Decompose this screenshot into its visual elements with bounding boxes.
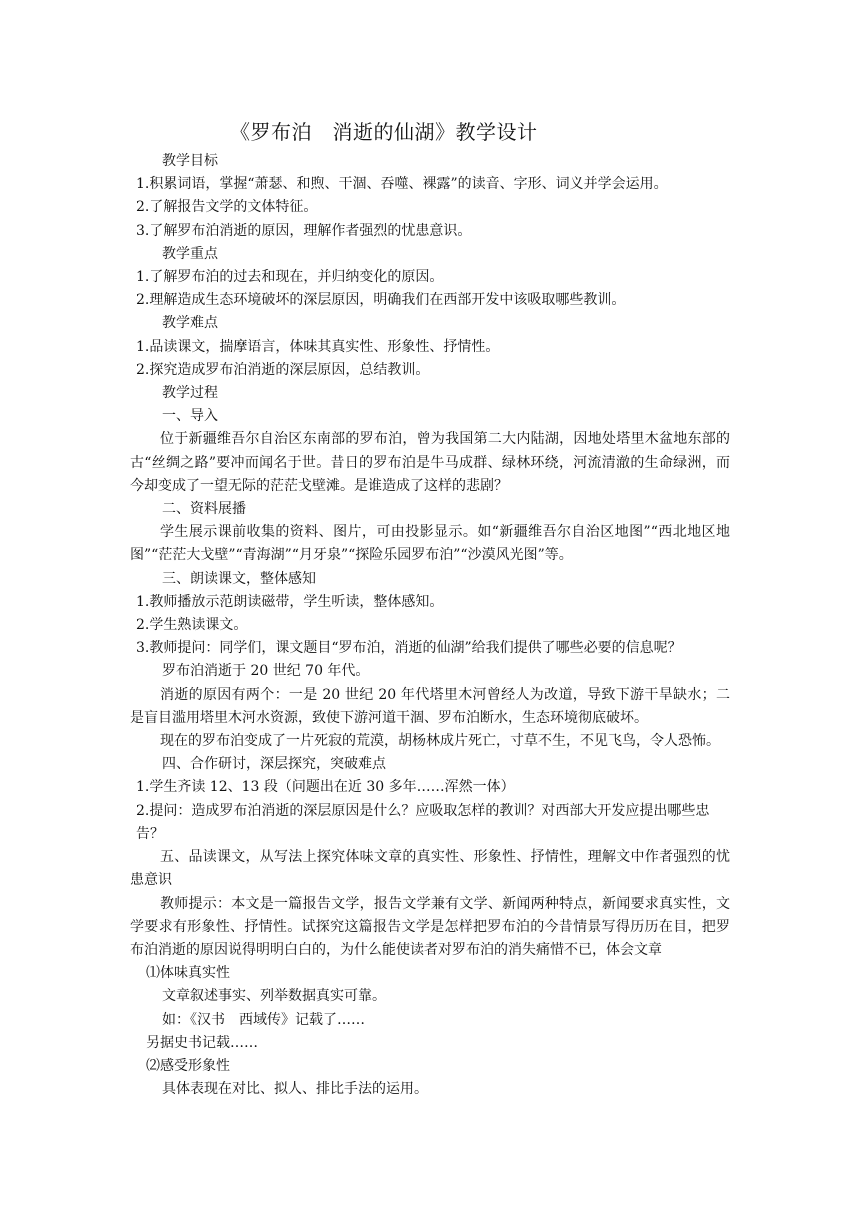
- text-line: 教学过程: [162, 385, 218, 402]
- text-line: 消逝的原因有两个：一是 20 世纪 20 年代塔里木河曾经人为改道，导致下游干旱缺水；二是盲目滥用塔里木河水资源，致使下游河道干涸、罗布泊断水，生态环境彻底破坏。: [130, 686, 730, 726]
- text-line: 3.了解罗布泊消逝的原因，理解作者强烈的忧患意识。: [136, 222, 472, 239]
- text-line: 2.探究造成罗布泊消逝的深层原因，总结教训。: [136, 361, 430, 378]
- text-line: 教学难点: [162, 315, 218, 332]
- text-line: 1.学生齐读 12、13 段（问题出在近 30 多年……浑然一体）: [136, 779, 515, 796]
- text-line: 教学目标: [162, 153, 218, 169]
- text-line: 2.提问：造成罗布泊消逝的深层原因是什么？应吸取怎样的教训？对西部大开发应提出哪些忠告？: [136, 802, 710, 842]
- text-line: 2.了解报告文学的文体特征。: [136, 199, 318, 216]
- text-line: 如：《汉书 西域传》记载了……: [162, 1011, 365, 1028]
- text-line: 二、资料展播: [162, 501, 246, 518]
- text-line: 三、朗读课文，整体感知: [162, 570, 316, 587]
- text-line: 具体表现在对比、拟人、排比手法的运用。: [162, 1081, 428, 1098]
- text-line: 1.品读课文，揣摩语言，体味其真实性、形象性、抒情性。: [136, 338, 500, 355]
- text-line: 四、合作研讨，深层探究，突破难点: [162, 756, 386, 773]
- text-line: 位于新疆维吾尔自治区东南部的罗布泊，曾为我国第二大内陆湖，因地处塔里木盆地东部的古“丝绸之路”要冲而闻名于世。昔日的罗布泊是牛马成群、绿林环绕，河流清澈的生命绿洲，而今却变成了一望无际的茫茫戈壁滩。是谁造成了这样的悲剧？: [130, 431, 730, 494]
- text-line: 教学重点: [162, 245, 218, 262]
- text-line: 现在的罗布泊变成了一片死寂的荒漠，胡杨林成片死亡，寸草不生，不见飞鸟，令人恐怖。: [160, 733, 720, 750]
- document-title: 《罗布泊 消逝的仙湖》教学设计: [230, 120, 538, 144]
- text-line: 1.了解罗布泊的过去和现在，并归纳变化的原因。: [136, 269, 444, 286]
- text-line: 3.教师提问：同学们，课文题目“罗布泊，消逝的仙湖”给我们提供了哪些必要的信息呢？: [136, 640, 682, 657]
- text-line: 1.教师播放示范朗读磁带，学生听读，整体感知。: [136, 593, 444, 610]
- text-line: 五、品读课文，从写法上探究体味文章的真实性、形象性、抒情性，理解文中作者强烈的忧患意识: [130, 849, 730, 889]
- text-line: 2.学生熟读课文。: [136, 617, 248, 634]
- text-line: ⑴体味真实性: [146, 965, 230, 982]
- document-body: [130, 150, 730, 1101]
- text-line: 学生展示课前收集的资料、图片，可由投影显示。如“新疆维吾尔自治区地图”“西北地区地图”“茫茫大戈壁”“青海湖”“月牙泉”“探险乐园罗布泊”“沙漠风光图”等。: [130, 524, 730, 564]
- text-line: 一、导入: [162, 408, 218, 425]
- text-line: 2.理解造成生态环境破坏的深层原因，明确我们在西部开发中该吸取哪些教训。: [136, 292, 626, 309]
- text-line: 另据史书记载……: [146, 1034, 258, 1051]
- text-line: 教师提示：本文是一篇报告文学，报告文学兼有文学、新闻两种特点，新闻要求真实性，文学要求有形象性、抒情性。试探究这篇报告文学是怎样把罗布泊的今昔情景写得历历在目，把罗布泊消逝的原因说得明明白白的，为什么能使读者对罗布泊的消失痛惜不已，体会文章: [130, 895, 730, 958]
- text-line: ⑵感受形象性: [146, 1057, 230, 1074]
- text-line: 1.积累词语，掌握“萧瑟、和煦、干涸、吞噬、裸露”的读音、字形、词义并学会运用。: [136, 176, 668, 193]
- text-line: 罗布泊消逝于 20 世纪 70 年代。: [162, 663, 370, 680]
- text-line: 文章叙述事实、列举数据真实可靠。: [162, 988, 386, 1005]
